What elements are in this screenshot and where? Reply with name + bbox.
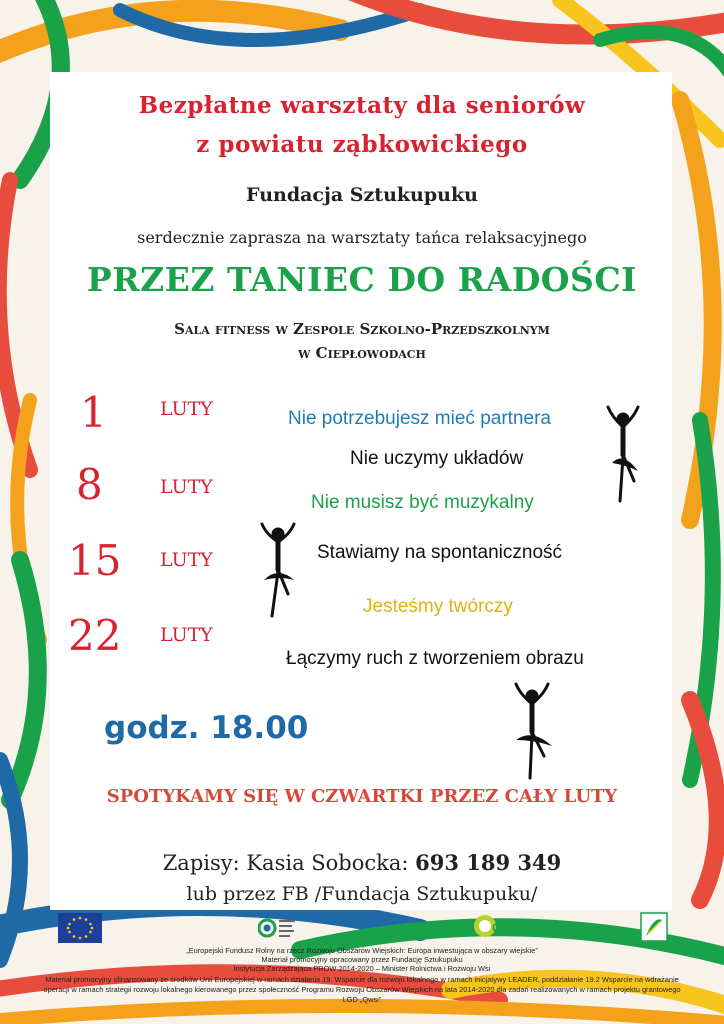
tagline-3: Nie musisz być muzykalny: [311, 492, 534, 513]
eu-flag-icon: [58, 913, 102, 943]
tagline-2: Nie uczymy układów: [350, 448, 524, 469]
phone-number: 693 189 349: [415, 850, 562, 875]
tagline-6: Łączymy ruch z tworzeniem obrazu: [286, 648, 584, 669]
rural-development-logo: [258, 915, 298, 941]
venue-line-1: Sala fitness w Zespole Szkolno-Przedszkolnym: [174, 320, 550, 338]
footer-line-2: Materiał promocyjny opracowany przez Fundację Sztukupuku: [261, 955, 463, 964]
signup-line: [0, 850, 724, 875]
date-month-1: LUTY: [160, 398, 213, 420]
dancer-icon: [508, 682, 558, 782]
dancer-icon: [254, 520, 304, 620]
leader-logo: [640, 912, 668, 942]
footer-line-1: „Europejski Fundusz Rolny na rzecz Rozwoju Obszarów Wiejskich: Europa inwestująca w obszary wiejskie”: [186, 946, 538, 955]
tagline-5: Jesteśmy twórczy: [363, 596, 513, 617]
date-month-2: LUTY: [160, 476, 213, 498]
date-month-4: LUTY: [160, 624, 213, 646]
tagline-1: Nie potrzebujesz mieć partnera: [288, 408, 551, 429]
title-line-1: Bezpłatne warsztaty dla seniorów: [138, 92, 586, 119]
tagline-4: Stawiamy na spontaniczność: [317, 542, 563, 563]
date-month-3: LUTY: [160, 549, 213, 571]
footer-line-4: Materiał promocyjny sfinansowany ze środków Unii Europejskiej w ramach działania 19. Wsparcie dla rozwoju lokalnego w ramach inicjatywy LEADER, poddziałanie 19.2 Wsparcie na wdrażanie: [45, 975, 679, 984]
dancer-icon: [598, 405, 648, 505]
event-time: godz. 18.00: [104, 710, 309, 746]
meeting-schedule: SPOTYKAMY SIĘ W CZWARTKI PRZEZ CAŁY LUTY: [106, 786, 618, 807]
event-headline: PRZEZ TANIEC DO RADOŚCI: [86, 260, 638, 299]
footer-line-3: Instytucja Zarządzająca PROW 2014-2020 – Minister Rolnictwa i Rozwoju Wsi: [233, 964, 491, 973]
date-day-2: 8: [76, 460, 103, 509]
date-day-3: 15: [68, 536, 122, 585]
organizer-name: Fundacja Sztukupuku: [246, 184, 478, 206]
qwsi-logo: [472, 912, 522, 942]
title-line-2: z powiatu ząbkowickiego: [196, 131, 528, 158]
date-day-4: 22: [68, 611, 122, 660]
footer-line-6: LGD „Qwsi”: [342, 995, 382, 1004]
footer-line-5: operacji w ramach strategii rozwoju lokalnego kierowanego przez społeczność Programu Rozwoju Obszarów Wiejskich na lata 2014-2020 dla zadań realizowanych w ramach projektu grantowego: [43, 985, 681, 994]
facebook-line: lub przez FB /Fundacja Sztukupuku/: [186, 883, 538, 905]
qwsi-logo-text: Qwsi: [492, 921, 521, 935]
invitation-text: serdecznie zaprasza na warsztaty tańca relaksacyjnego: [137, 228, 587, 247]
venue-line-2: w Ciepłowodach: [298, 344, 426, 362]
date-day-1: 1: [80, 388, 107, 437]
signup-prefix: Zapisy: Kasia Sobocka:: [162, 851, 416, 875]
